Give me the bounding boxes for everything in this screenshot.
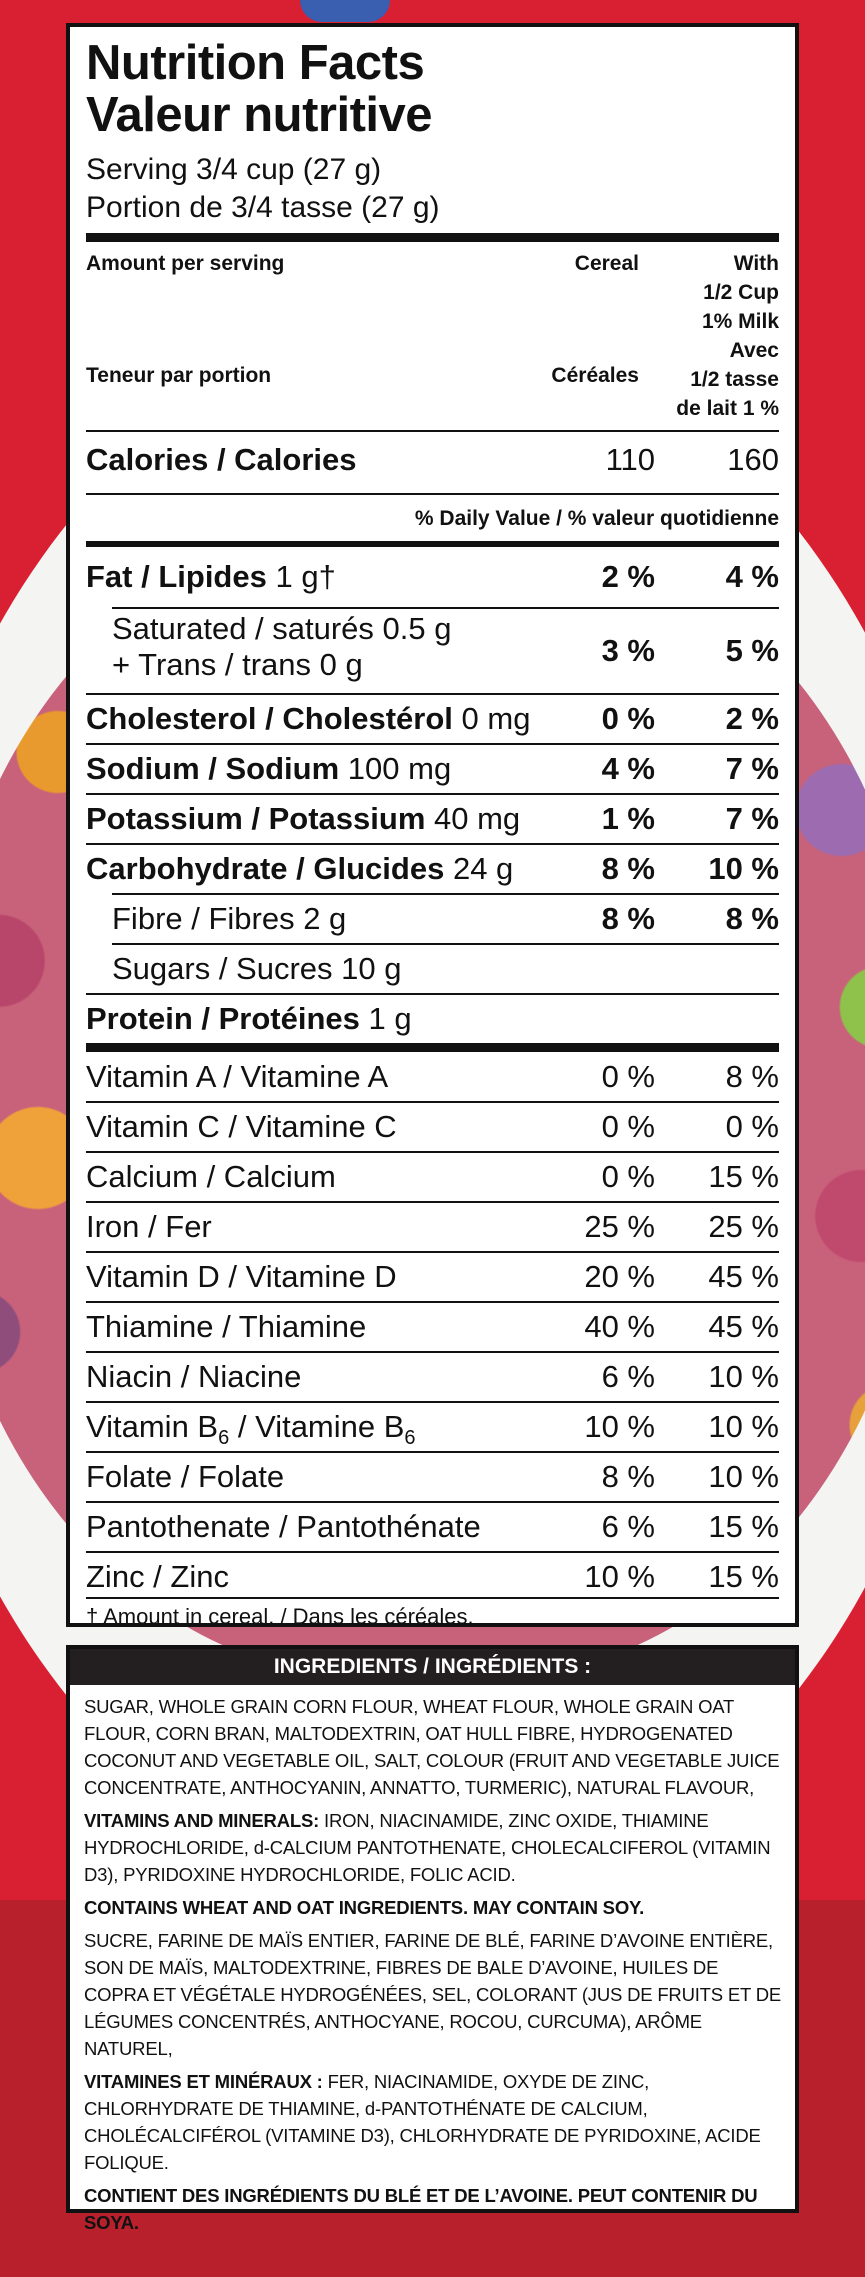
nutrient-label: Fibre / Fibres 2 g <box>112 901 347 936</box>
vitamins-minerals-en <box>84 1807 781 1888</box>
divider <box>86 1351 779 1353</box>
milk-header <box>676 249 779 423</box>
nutrient-label <box>86 799 520 839</box>
nutrient-milk-dv: 7 % <box>725 801 779 836</box>
vitamin-label: Vitamin C / Vitamine C <box>86 1109 397 1144</box>
vitamin-milk-dv: 10 % <box>708 1359 779 1394</box>
title-en: Nutrition Facts <box>86 36 425 90</box>
vitamin-milk-dv: 8 % <box>725 1059 779 1094</box>
divider <box>112 893 779 895</box>
thick-divider <box>86 233 779 242</box>
vitamin-milk-dv: 10 % <box>708 1409 779 1444</box>
vitamin-milk-dv: 10 % <box>708 1459 779 1494</box>
ingredients-fr: SUCRE, FARINE DE MAÏS ENTIER, FARINE DE BLÉ, FARINE D’AVOINE ENTIÈRE, SON DE MAÏS, MALTODEXTRINE, FIBRES DE BALE D’AVOINE, HUILES DE COPRA ET VÉGÉTALE HYDROGÉNÉES, SEL, COLORANT (JUS DE FRUITS ET DE LÉGUMES CONCENTRÉS, ANTHOCYANE, ROCOU, CURCUMA), ARÔME NATUREL, <box>84 1930 782 2059</box>
nutrient-label: Sugars / Sucres 10 g <box>112 951 402 986</box>
divider <box>86 1251 779 1253</box>
ingredients-en: SUGAR, WHOLE GRAIN CORN FLOUR, WHEAT FLOUR, WHOLE GRAIN OAT FLOUR, CORN BRAN, MALTODEXTRIN, OAT HULL FIBRE, HYDROGENATED COCONUT AND VEGETABLE OIL, SALT, COLOUR (FRUIT AND VEGETABLE JUICE CONCENTRATE, ANTHOCYANIN, ANNATTO, TURMERIC), NATURAL FLAVOUR, <box>84 1696 780 1798</box>
divider <box>86 1201 779 1203</box>
vitamin-milk-dv: 45 % <box>708 1259 779 1294</box>
divider <box>86 1101 779 1103</box>
nutrient-label <box>86 849 513 889</box>
amount-header-fr: Teneur par portion <box>86 364 272 387</box>
vitamin-milk-dv: 15 % <box>708 1159 779 1194</box>
serving-en: Serving 3/4 cup (27 g) <box>86 153 382 186</box>
divider <box>86 1451 779 1453</box>
vitamin-label: Folate / Folate <box>86 1459 285 1494</box>
vitamin-cereal-dv: 20 % <box>584 1259 655 1294</box>
saturated-label: Saturated / saturés 0.5 g <box>112 611 452 646</box>
nutrition-title <box>86 37 432 141</box>
nutrient-row-saturated-trans <box>86 611 779 693</box>
nutrient-amount: 1 g <box>368 1001 412 1036</box>
divider <box>86 693 779 695</box>
vitamin-label: Vitamin A / Vitamine A <box>86 1059 389 1094</box>
vitamin-milk-dv: 25 % <box>708 1209 779 1244</box>
nutrient-amount: 0 mg <box>461 701 531 736</box>
nutrient-amount: 1 g† <box>275 559 336 594</box>
vitamin-milk-dv: 0 % <box>725 1109 779 1144</box>
divider <box>112 943 779 945</box>
nutrient-cereal-dv: 8 % <box>601 901 655 936</box>
vitamins-minerals-fr <box>84 2068 781 2176</box>
vitamin-label: Calcium / Calcium <box>86 1159 336 1194</box>
vitamin-cereal-dv: 0 % <box>601 1159 655 1194</box>
milk-header-line: 1/2 Cup <box>703 281 779 304</box>
footnote: † Amount in cereal. / Dans les céréales. <box>86 1604 474 1629</box>
amount-header-en: Amount per serving <box>86 252 285 275</box>
thick-divider <box>86 1043 779 1052</box>
serving-size <box>86 151 440 227</box>
vitamin-label: Pantothenate / Pantothénate <box>86 1509 481 1544</box>
divider <box>86 1401 779 1403</box>
vitamin-cereal-dv: 0 % <box>601 1109 655 1144</box>
nutrient-label <box>86 749 451 789</box>
nutrient-name: Potassium / Potassium <box>86 801 426 836</box>
vitamin-b6-text: Vitamin B <box>86 1409 219 1444</box>
divider <box>86 793 779 795</box>
vitamin-cereal-dv: 10 % <box>584 1409 655 1444</box>
vitamin-milk-dv: 45 % <box>708 1309 779 1344</box>
vitamin-milk-dv: 15 % <box>708 1509 779 1544</box>
nutrient-milk-dv: 5 % <box>725 633 779 668</box>
vitamin-label: Vitamin D / Vitamine D <box>86 1259 397 1294</box>
ingredients-title: INGREDIENTS / INGRÉDIENTS : <box>70 1649 795 1685</box>
subscript: 6 <box>404 1427 416 1450</box>
nutrient-name: Sodium / Sodium <box>86 751 340 786</box>
vitamin-cereal-dv: 6 % <box>601 1509 655 1544</box>
thick-divider <box>86 541 779 547</box>
nutrient-name: Protein / Protéines <box>86 1001 360 1036</box>
divider <box>86 743 779 745</box>
vitamin-cereal-dv: 8 % <box>601 1459 655 1494</box>
nutrient-label <box>112 611 452 683</box>
vitamin-label: Iron / Fer <box>86 1209 212 1244</box>
vitamin-label: Thiamine / Thiamine <box>86 1309 367 1344</box>
nutrient-label <box>86 557 336 597</box>
nutrient-milk-dv: 4 % <box>725 559 779 594</box>
subscript: 6 <box>218 1427 230 1450</box>
vitamins-minerals-list-en: IRON, NIACINAMIDE, ZINC OXIDE, THIAMINE HYDROCHLORIDE, d-CALCIUM PANTOTHENATE, CHOLECALCIFEROL (VITAMIN D3), PYRIDOXINE HYDROCHLORIDE, FOLIC ACID. <box>84 1810 771 1885</box>
milk-header-line: de lait 1 % <box>676 397 779 420</box>
serving-fr: Portion de 3/4 tasse (27 g) <box>86 191 440 224</box>
nutrient-name: Carbohydrate / Glucides <box>86 851 445 886</box>
nutrient-amount: 100 mg <box>347 751 452 786</box>
vitamin-cereal-dv: 0 % <box>601 1059 655 1094</box>
nutrient-cereal-dv: 0 % <box>601 701 655 736</box>
divider <box>86 1597 779 1599</box>
nutrition-facts-panel <box>66 23 799 1627</box>
vitamin-label: Zinc / Zinc <box>86 1559 229 1594</box>
nutrient-label <box>86 699 530 739</box>
nutrient-milk-dv: 8 % <box>725 901 779 936</box>
divider <box>86 1551 779 1553</box>
vitamin-milk-dv: 15 % <box>708 1559 779 1594</box>
nutrient-milk-dv: 10 % <box>708 851 779 886</box>
vitamin-cereal-dv: 6 % <box>601 1359 655 1394</box>
divider <box>86 1301 779 1303</box>
ingredients-panel <box>66 1645 799 2233</box>
divider <box>86 493 779 495</box>
nutrient-cereal-dv: 8 % <box>601 851 655 886</box>
divider <box>86 1151 779 1153</box>
nutrient-name: Cholesterol / Cholestérol <box>86 701 453 736</box>
cereal-header-en: Cereal <box>574 252 639 275</box>
vitamins-minerals-list-fr: FER, NIACINAMIDE, OXYDE DE ZINC, CHLORHYDRATE DE THIAMINE, d-PANTOTHÉNATE DE CALCIUM, CHOLÉCALCIFÉROL (VITAMINE D3), CHLORHYDRATE DE PYRIDOXINE, ACIDE FOLIQUE. <box>84 2071 761 2173</box>
allergen-statement-en: CONTAINS WHEAT AND OAT INGREDIENTS. MAY CONTAIN SOY. <box>84 1897 645 1918</box>
allergen-statement-fr: CONTIENT DES INGRÉDIENTS DU BLÉ ET DE L’AVOINE. PEUT CONTENIR DU SOYA. <box>84 2185 758 2233</box>
calories-milk: 160 <box>727 442 779 477</box>
vitamin-cereal-dv: 40 % <box>584 1309 655 1344</box>
package-graphic <box>300 0 390 22</box>
ingredients-body <box>84 1693 781 2242</box>
vitamin-cereal-dv: 10 % <box>584 1559 655 1594</box>
nutrient-amount: 24 g <box>452 851 514 886</box>
nutrient-name: Fat / Lipides <box>86 559 267 594</box>
vitamin-cereal-dv: 25 % <box>584 1209 655 1244</box>
calories-label: Calories / Calories <box>86 442 357 477</box>
vitamins-minerals-label-fr: VITAMINES ET MINÉRAUX : <box>84 2071 323 2092</box>
milk-header-line: 1% Milk <box>701 310 779 333</box>
calories-cereal: 110 <box>605 442 655 477</box>
vitamins-minerals-label-en: VITAMINS AND MINERALS: <box>84 1810 320 1831</box>
trans-label: + Trans / trans 0 g <box>112 647 363 682</box>
vitamin-b6-text-fr: / Vitamine B <box>229 1409 405 1444</box>
title-fr: Valeur nutritive <box>86 88 433 142</box>
divider <box>112 607 779 609</box>
nutrient-milk-dv: 2 % <box>725 701 779 736</box>
nutrient-cereal-dv: 3 % <box>601 633 655 668</box>
nutrient-cereal-dv: 1 % <box>601 801 655 836</box>
nutrient-cereal-dv: 2 % <box>601 559 655 594</box>
nutrient-cereal-dv: 4 % <box>601 751 655 786</box>
nutrient-label <box>86 999 412 1039</box>
vitamin-label: Niacin / Niacine <box>86 1359 302 1394</box>
milk-header-line: Avec <box>729 339 779 362</box>
milk-header-line: With <box>733 252 779 275</box>
cereal-header-fr: Céréales <box>551 364 639 387</box>
divider <box>86 993 779 995</box>
divider <box>86 1501 779 1503</box>
divider <box>86 430 779 432</box>
daily-value-header: % Daily Value / % valeur quotidienne <box>414 507 779 530</box>
milk-header-line: 1/2 tasse <box>690 368 779 391</box>
nutrient-milk-dv: 7 % <box>725 751 779 786</box>
divider <box>86 843 779 845</box>
nutrient-amount: 40 mg <box>434 801 521 836</box>
